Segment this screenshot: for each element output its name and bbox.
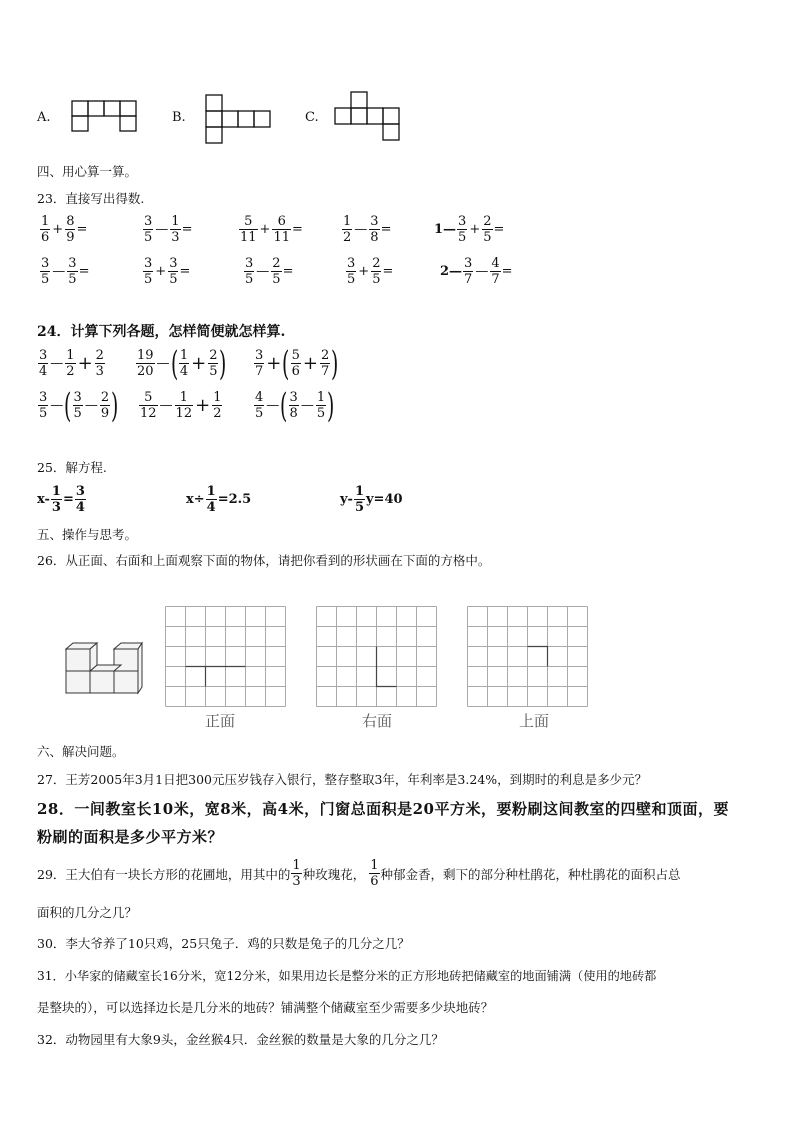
q23-r2-item5: 2— $\frac{3}{7}$ — $\frac{4}{7}$ = <box>440 256 513 287</box>
q32-text: 32．动物园里有大象9头，金丝猴4只．金丝猴的数量是大象的几分之几？ <box>37 1032 444 1047</box>
q29-line1: 29．王大伯有一块长方形的花圃地，用其中的 $\frac{1}{3}$ 种玫瑰花， $\frac{1}{6}$ 种郁金香，剩下的部分种杜鹃花，种杜鹃花的面积占总 <box>37 858 681 889</box>
option-b-net-figure <box>205 94 273 144</box>
q24-expr1: $\frac{3}{4}$ — $\frac{1}{2}$ + $\frac{2}{3}$ <box>39 348 104 379</box>
option-b-label: B. <box>172 110 186 125</box>
q30-text: 30．李大爷养了10只鸡，25只兔子．鸡的只数是兔子的几分之几？ <box>37 936 410 951</box>
q28-line2: 粉刷的面积是多少平方米？ <box>37 828 224 846</box>
q25-equation2: x÷ $\frac{1}{4}$ =2.5 <box>186 484 252 515</box>
q29-line2: 面积的几分之几？ <box>37 905 138 920</box>
q24-expr2: $\frac{19}{20}$ — ( $\frac{1}{4}$ + $\frac{2}{5}$ ) <box>137 343 227 384</box>
option-a-net-figure <box>71 100 139 132</box>
q25-title: 25．解方程. <box>37 460 107 475</box>
q26-front-caption: 正面 <box>205 712 236 730</box>
q26-title: 26．从正面、右面和上面观察下面的物体，请把你看到的形状画在下面的方格中。 <box>37 553 491 568</box>
q23-r2-item2: $\frac{3}{5}$ + $\frac{3}{5}$ = <box>144 256 191 287</box>
option-c-label: C. <box>305 110 319 125</box>
q25-equation1: x- $\frac{1}{3}$ = $\frac{3}{4}$ <box>37 484 85 515</box>
q23-r1-item1: $\frac{1}{6}$ + $\frac{8}{9}$ = <box>41 214 88 245</box>
q23-r1-item2: $\frac{3}{5}$ — $\frac{1}{3}$ = <box>144 214 193 245</box>
q26-top-view-grid[interactable] <box>467 606 589 708</box>
section-six-heading: 六、解决问题。 <box>37 744 125 759</box>
q31-line2: 是整块的），可以选择边长是几分米的地砖？铺满整个储藏室至少需要多少块地砖？ <box>37 1000 494 1015</box>
q26-cubes-figure <box>64 640 144 696</box>
q27-text: 27．王芳2005年3月1日把300元压岁钱存入银行，整存整取3年，年利率是3.24%，到期时的利息是多少元？ <box>37 772 648 787</box>
q28-line1: 28．一间教室长10米，宽8米，高4米，门窗总面积是20平方米，要粉刷这间教室的四壁和顶面，要 <box>37 800 730 818</box>
q26-front-view-grid[interactable] <box>165 606 287 708</box>
q26-top-caption: 上面 <box>519 712 550 730</box>
q23-r1-item5: 1— $\frac{3}{5}$ + $\frac{2}{5}$ = <box>434 214 505 245</box>
q24-expr3: $\frac{3}{7}$ + ( $\frac{5}{6}$ + $\frac{2}{7}$ ) <box>255 343 339 384</box>
q24-expr6: $\frac{4}{5}$ — ( $\frac{3}{8}$ — $\frac{1}{5}$ ) <box>255 385 335 426</box>
option-a-label: A. <box>37 110 51 125</box>
q26-right-view-grid[interactable] <box>316 606 438 708</box>
q26-right-caption: 右面 <box>362 712 393 730</box>
q23-r1-item3: $\frac{5}{11}$ + $\frac{6}{11}$ = <box>240 214 303 245</box>
q23-r2-item3: $\frac{3}{5}$ — $\frac{2}{5}$ = <box>245 256 294 287</box>
section-four-heading: 四、用心算一算。 <box>37 164 138 179</box>
q24-expr4: $\frac{3}{5}$ — ( $\frac{3}{5}$ — $\frac{2}{9}$ ) <box>39 385 119 426</box>
q24-title: 24．计算下列各题，怎样简便就怎样算. <box>37 324 286 340</box>
q24-expr5: $\frac{5}{12}$ — $\frac{1}{12}$ + $\frac{1}{2}$ <box>140 390 222 421</box>
q25-equation3: y- $\frac{1}{5}$ y=40 <box>340 484 403 515</box>
q23-r1-item4: $\frac{1}{2}$ — $\frac{3}{8}$ = <box>343 214 392 245</box>
section-five-heading: 五、操作与思考。 <box>37 527 138 542</box>
q23-r2-item4: $\frac{3}{5}$ + $\frac{2}{5}$ = <box>347 256 394 287</box>
option-c-net-figure <box>334 91 406 143</box>
q31-line1: 31．小华家的储藏室长16分米，宽12分米，如果用边长是整分米的正方形地砖把储藏室的地面铺满（使用的地砖都 <box>37 969 657 983</box>
q23-r2-item1: $\frac{3}{5}$ — $\frac{3}{5}$ = <box>41 256 90 287</box>
q23-title: 23．直接写出得数. <box>37 191 145 206</box>
